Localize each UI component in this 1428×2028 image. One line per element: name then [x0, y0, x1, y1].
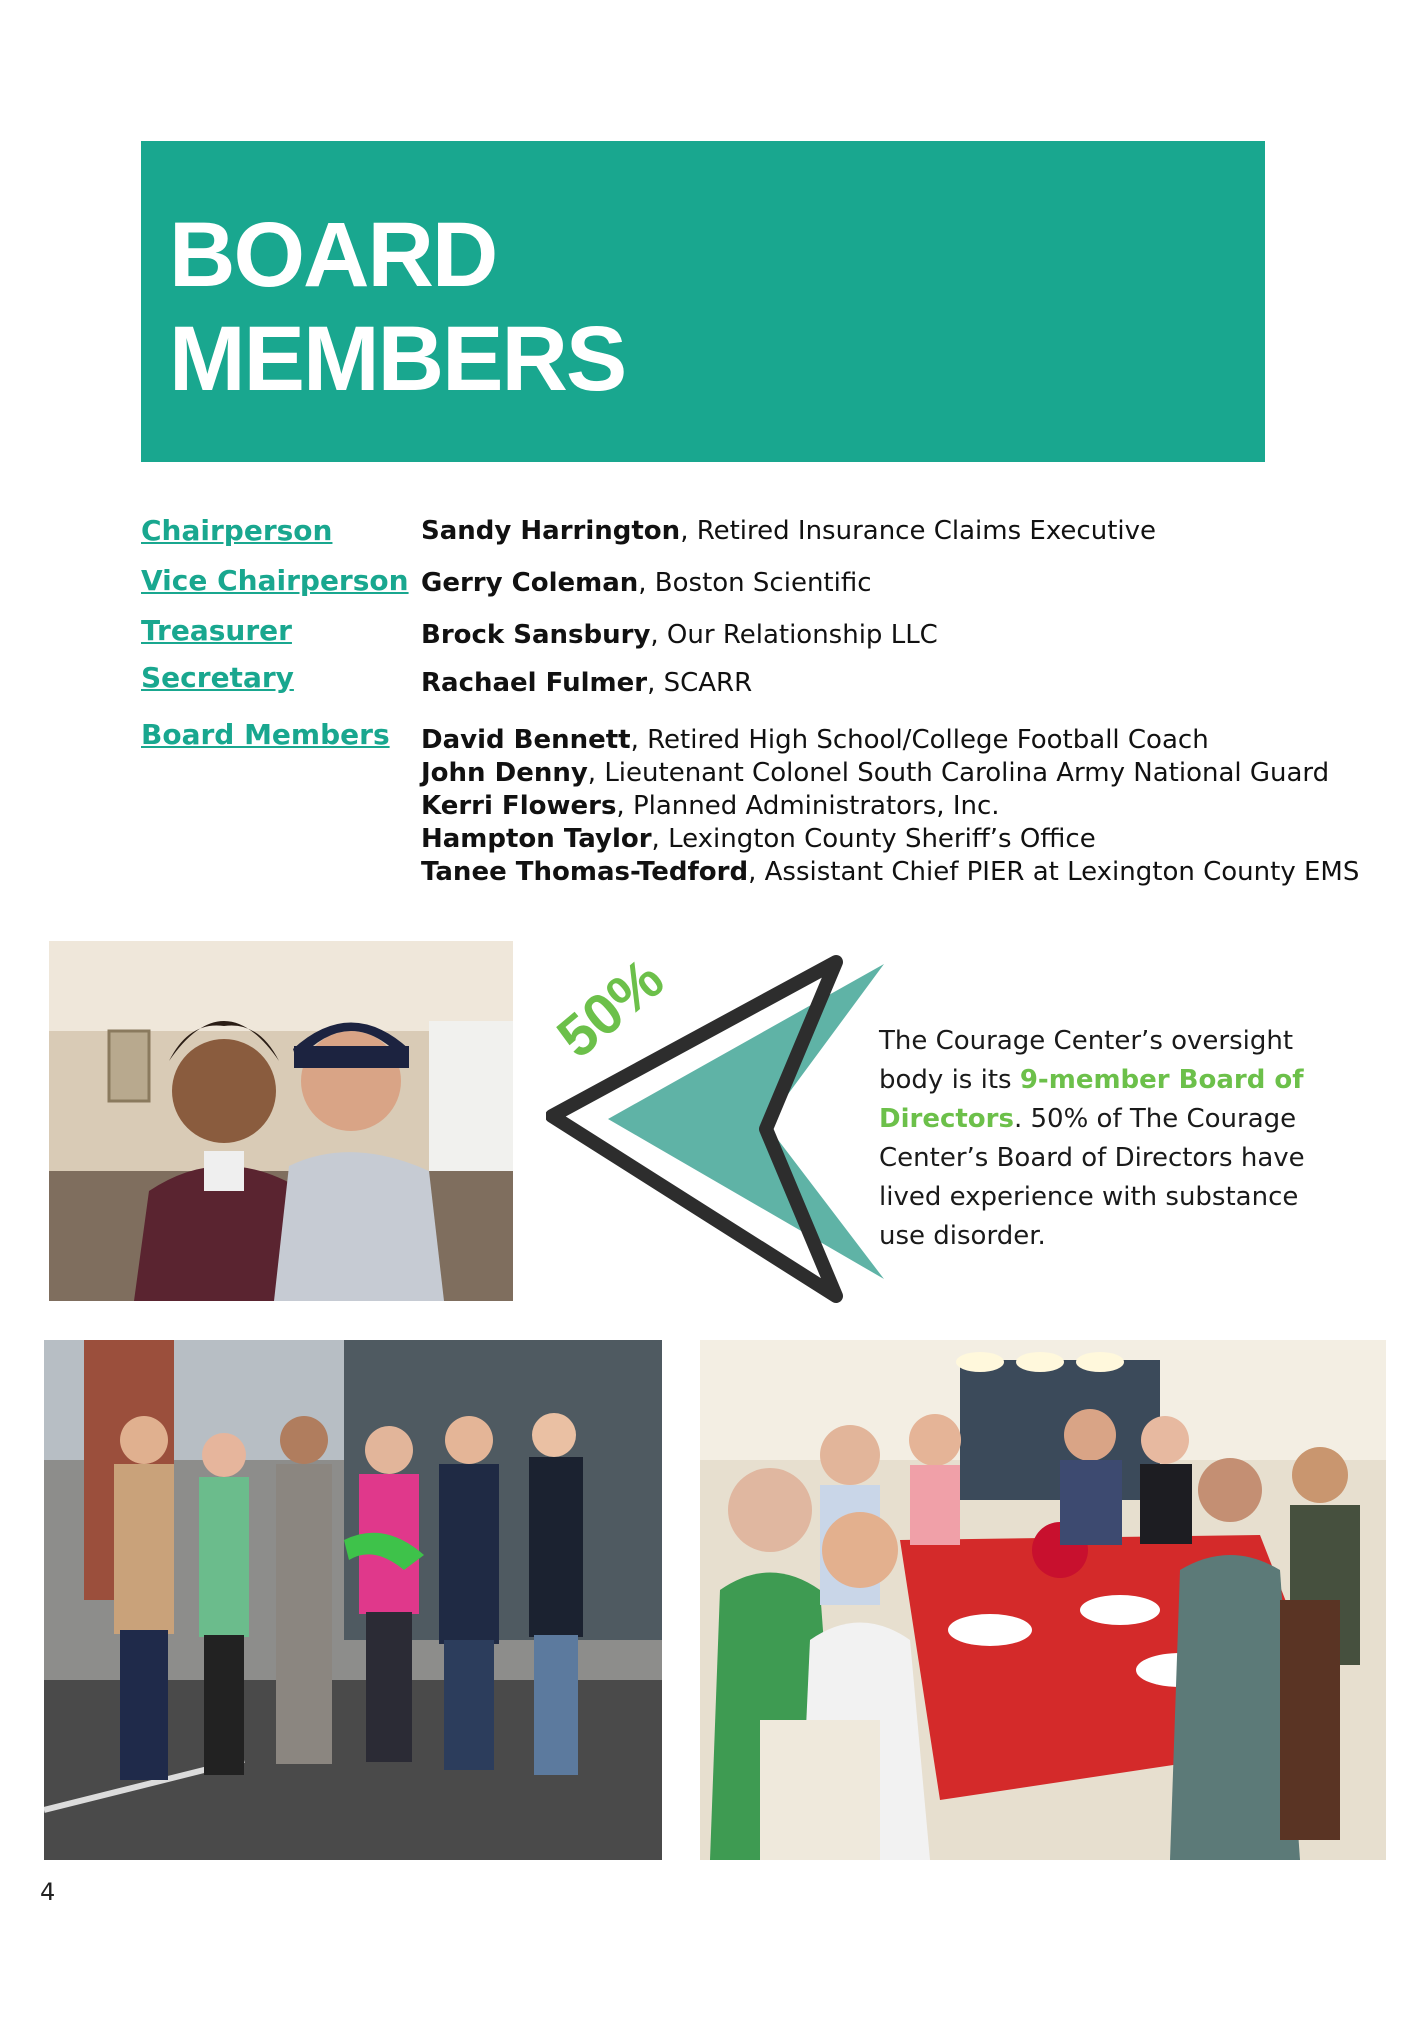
role-board-members[interactable]: Board Members: [141, 718, 390, 751]
role-treasurer[interactable]: Treasurer: [141, 614, 292, 647]
member-vice-chairperson: [421, 568, 872, 598]
member-secretary: [421, 668, 752, 698]
desc-highlight: 9-member Board of Directors: [879, 1065, 1304, 1134]
role-vice-chairperson[interactable]: Vice Chairperson: [141, 564, 409, 597]
title-banner: [141, 141, 1265, 462]
role-chairperson[interactable]: Chairperson: [141, 514, 333, 547]
title-line-2: MEMBERS: [169, 308, 626, 410]
list-item: [421, 790, 1359, 823]
member-affiliation: , Planned Administrators, Inc.: [616, 791, 1000, 821]
member-name: Brock Sansbury: [421, 620, 651, 650]
title-line-1: BOARD: [169, 204, 497, 306]
photo-ribbon-cutting: [44, 1340, 662, 1860]
member-name: David Bennett: [421, 725, 631, 755]
member-affiliation: , Assistant Chief PIER at Lexington County EMS: [748, 857, 1360, 887]
member-name: Hampton Taylor: [421, 824, 652, 854]
member-name: Gerry Coleman: [421, 568, 639, 598]
photo-dinner: [700, 1340, 1386, 1860]
list-item: [421, 757, 1359, 790]
member-affiliation: , Lieutenant Colonel South Carolina Army National Guard: [587, 758, 1330, 788]
list-item: [421, 823, 1359, 856]
photo-two-men: [49, 941, 513, 1301]
member-affiliation: , Retired High School/College Football Coach: [630, 725, 1209, 755]
list-item: [421, 724, 1359, 757]
page-title: [169, 203, 625, 411]
percent-stat: 50%: [545, 945, 676, 1071]
member-affiliation: , Lexington County Sheriff’s Office: [651, 824, 1096, 854]
member-name: Rachael Fulmer: [421, 668, 648, 698]
member-chairperson: [421, 516, 1156, 546]
role-secretary[interactable]: Secretary: [141, 661, 294, 694]
list-item: [421, 856, 1359, 889]
member-affiliation: , Boston Scientific: [638, 568, 872, 598]
page-number: 4: [40, 1878, 56, 1906]
member-name: Sandy Harrington: [421, 516, 681, 546]
board-members-list: [421, 724, 1359, 889]
member-name: Tanee Thomas-Tedford: [421, 857, 749, 887]
member-treasurer: [421, 620, 938, 650]
member-affiliation: , Our Relationship LLC: [650, 620, 938, 650]
member-affiliation: , Retired Insurance Claims Executive: [680, 516, 1156, 546]
desc-text-before: The Courage Center’s oversight body is its: [879, 1026, 1294, 1095]
board-description: [879, 1022, 1319, 1256]
member-name: Kerri Flowers: [421, 791, 617, 821]
member-name: John Denny: [421, 758, 588, 788]
member-affiliation: , SCARR: [647, 668, 753, 698]
desc-text-after: . 50% of The Courage Center’s Board of Directors have lived experience with substance use disorder.: [879, 1104, 1305, 1251]
